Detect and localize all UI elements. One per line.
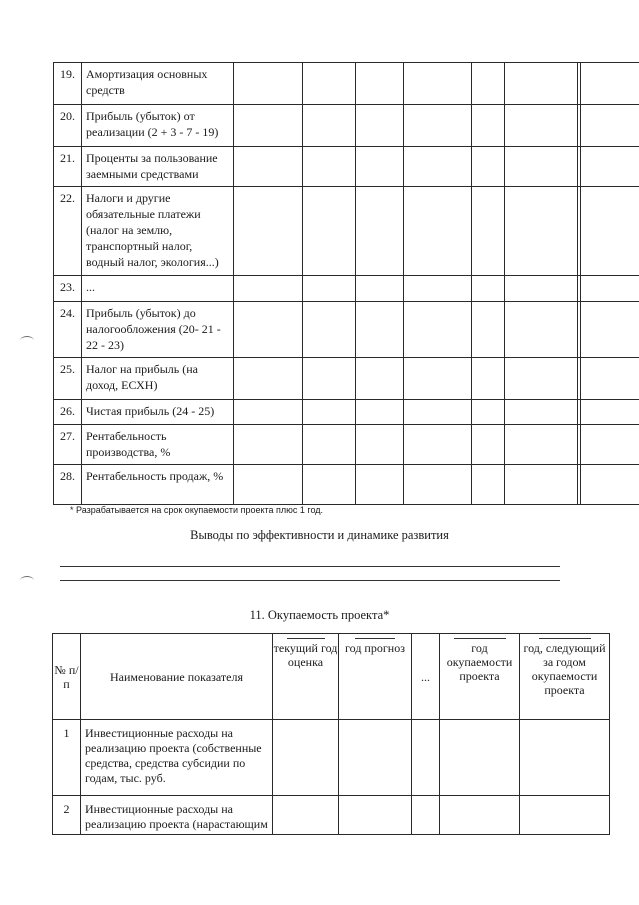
conclusions-line <box>60 566 560 567</box>
row-number: 1 <box>53 720 81 796</box>
table-row <box>54 400 639 425</box>
table-row <box>54 465 639 505</box>
row-label: Проценты за пользование заемными средствами <box>82 147 234 187</box>
row-number: 28. <box>54 465 82 505</box>
header-num: № п/п <box>53 634 81 720</box>
table-row <box>54 425 639 465</box>
row-label: Налог на прибыль (на доход, ЕСХН) <box>82 358 234 400</box>
row-number: 20. <box>54 105 82 147</box>
row-label: Рентабельность продаж, % <box>82 465 234 505</box>
row-number: 22. <box>54 187 82 276</box>
financial-indicators-table <box>53 62 639 505</box>
row-number: 26. <box>54 400 82 425</box>
row-number: 27. <box>54 425 82 465</box>
row-number: 19. <box>54 63 82 105</box>
conclusions-line <box>60 580 560 581</box>
row-label: Рентабельность производства, % <box>82 425 234 465</box>
table-row <box>54 105 639 147</box>
row-label: Чистая прибыль (24 - 25) <box>82 400 234 425</box>
row-number: 24. <box>54 302 82 358</box>
table-row <box>54 302 639 358</box>
row-label: Налоги и другие обязательные платежи (налог на землю, транспортный налог, водный налог, экология...) <box>82 187 234 276</box>
table-row <box>54 147 639 187</box>
header-current-year: текущий год оценка <box>273 634 339 720</box>
table-row <box>53 720 610 796</box>
header-year-after-payback: год, следующий за годом окупаемости проекта <box>520 634 610 720</box>
conclusions-title: Выводы по эффективности и динамике развития <box>190 528 449 542</box>
row-number: 25. <box>54 358 82 400</box>
row-number: 23. <box>54 276 82 302</box>
row-label: Прибыль (убыток) от реализации (2 + 3 - 7 - 19) <box>82 105 234 147</box>
header-ellipsis: ... <box>412 634 440 720</box>
footnote: * Разрабатывается на срок окупаемости проекта плюс 1 год. <box>70 505 324 515</box>
row-label: Прибыль (убыток) до налогообложения (20- 21 - 22 - 23) <box>82 302 234 358</box>
row-label: Инвестиционные расходы на реализацию проекта (собственные средства, средства субсидии по годам, тыс. руб. <box>81 720 273 796</box>
header-forecast-year: год прогноз <box>339 634 412 720</box>
section-title: 11. Окупаемость проекта* <box>249 608 390 622</box>
row-label: Амортизация основных средств <box>82 63 234 105</box>
row-label: Инвестиционные расходы на реализацию проекта (нарастающим <box>81 796 273 835</box>
header-payback-year: год окупаемости проекта <box>440 634 520 720</box>
table-row <box>54 358 639 400</box>
header-name: Наименование показателя <box>81 634 273 720</box>
payback-table <box>52 633 610 835</box>
table-row <box>54 276 639 302</box>
table-row <box>54 63 639 105</box>
table-row <box>54 187 639 276</box>
scan-mark <box>20 576 34 585</box>
row-number: 2 <box>53 796 81 835</box>
scan-mark <box>20 336 34 345</box>
row-number: 21. <box>54 147 82 187</box>
row-label: ... <box>82 276 234 302</box>
table-row <box>53 796 610 835</box>
header-row <box>53 634 610 720</box>
